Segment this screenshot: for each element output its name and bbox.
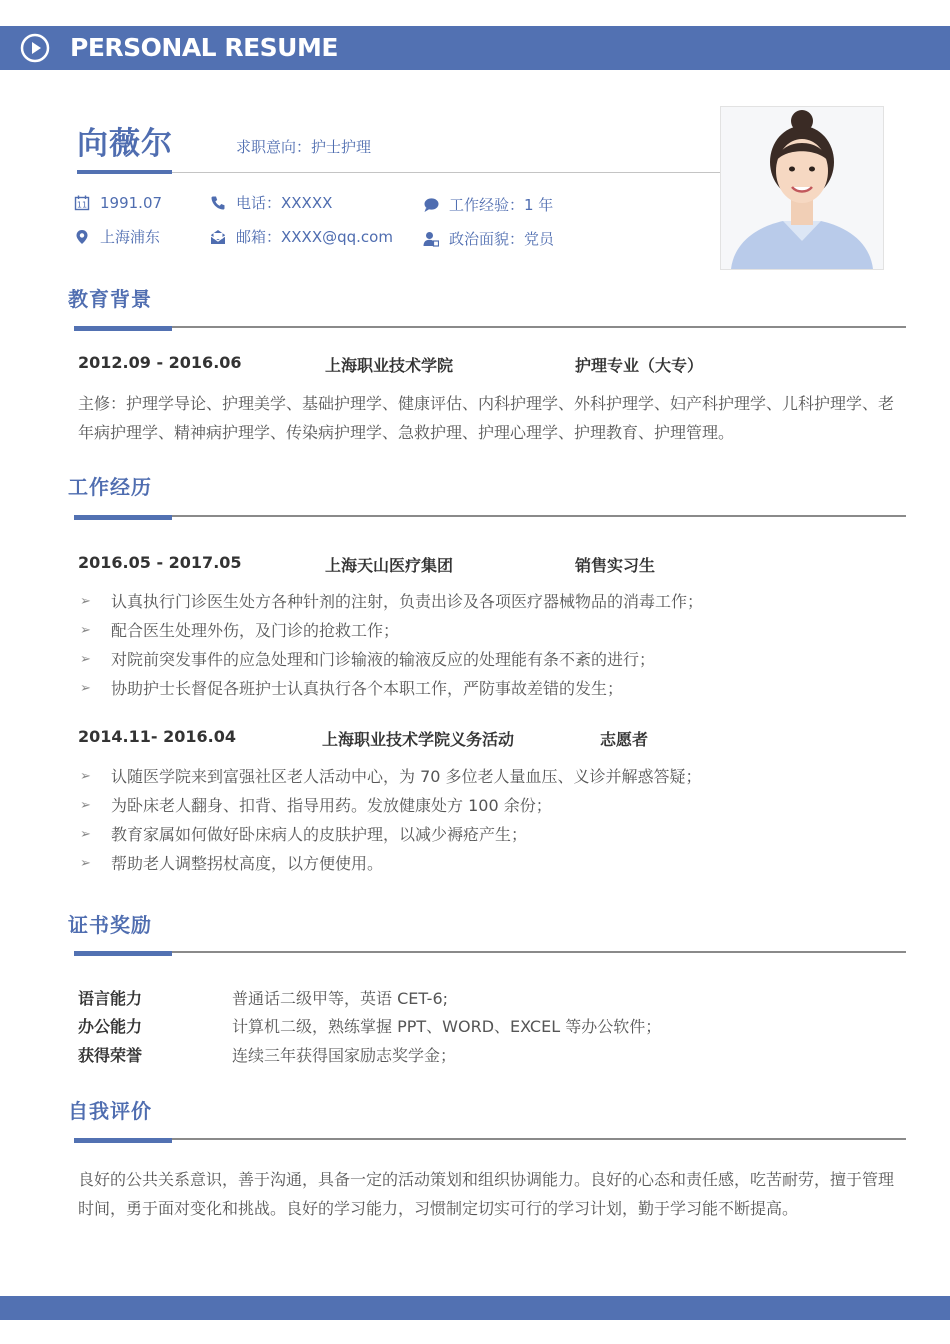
bullet-arrow-icon: ➢	[80, 623, 91, 638]
phone-icon	[210, 195, 226, 211]
job-period: 2014.11- 2016.04	[78, 727, 236, 746]
cert-label: 获得荣誉	[78, 1046, 143, 1065]
edu-courses: 主修：护理学导论、护理美学、基础护理学、健康评估、内科护理学、外科护理学、妇产科护理学、儿科护理学、老年病护理学、精神病护理学、传染病护理学、急救护理、护理心理学、护理教育、护理管理。	[78, 394, 895, 442]
job-org: 上海天山医疗集团	[325, 556, 454, 575]
name-underline	[77, 170, 172, 174]
cert-value: 普通话二级甲等，英语 CET-6;	[232, 989, 449, 1008]
cert-label: 语言能力	[78, 989, 143, 1008]
section-title-self: 自我评价	[68, 1099, 152, 1123]
bullet-arrow-icon: ➢	[80, 798, 91, 813]
job-org: 上海职业技术学院义务活动	[322, 730, 515, 749]
job-role: 销售实习生	[575, 556, 656, 575]
self-evaluation-text: 良好的公共关系意识，善于沟通，具备一定的活动策划和组织协调能力。良好的心态和责任感，吃苦耐劳，擅于管理时间，勇于面对变化和挑战。良好的学习能力，习惯制定切实可行的学习计划，勤于学习能不断提高。	[78, 1170, 895, 1218]
header-divider	[77, 172, 720, 173]
bullet-arrow-icon: ➢	[80, 827, 91, 842]
chat-bubble-icon	[423, 197, 439, 213]
resume-title: PERSONAL RESUME	[70, 33, 338, 62]
profile-photo	[720, 106, 884, 270]
job-role: 志愿者	[600, 730, 649, 749]
section-accent-work	[74, 515, 172, 520]
work-experience: 工作经验：1 年	[449, 196, 554, 214]
section-accent-education	[74, 326, 172, 331]
section-title-certs: 证书奖励	[68, 913, 152, 937]
section-rule-self	[74, 1138, 906, 1140]
job-intent: 求职意向：护士护理	[236, 138, 372, 156]
edu-period: 2012.09 - 2016.06	[78, 353, 242, 372]
section-accent-self	[74, 1138, 172, 1143]
phone: 电话：XXXXX	[236, 194, 333, 212]
email: 邮箱：XXXX@qq.com	[236, 228, 393, 246]
location: 上海浦东	[100, 228, 161, 246]
bullet-arrow-icon: ➢	[80, 681, 91, 696]
bullet-arrow-icon: ➢	[80, 652, 91, 667]
cert-value: 连续三年获得国家励志奖学金；	[232, 1046, 457, 1065]
political-status: 政治面貌：党员	[449, 230, 555, 248]
section-rule-education	[74, 326, 906, 328]
location-icon	[74, 229, 90, 245]
edu-school: 上海职业技术学院	[325, 356, 454, 375]
birth-date: 1991.07	[100, 194, 163, 212]
section-title-education: 教育背景	[68, 287, 152, 311]
section-title-work: 工作经历	[68, 475, 152, 499]
section-accent-certs	[74, 951, 172, 956]
bullet-arrow-icon: ➢	[80, 769, 91, 784]
person-name: 向薇尔	[77, 126, 173, 162]
email-icon	[210, 229, 226, 245]
calendar-icon	[74, 195, 90, 211]
top-banner	[0, 26, 950, 70]
cert-label: 办公能力	[78, 1017, 143, 1036]
section-rule-work	[74, 515, 906, 517]
cert-value: 计算机二级，熟练掌握 PPT、WORD、EXCEL 等办公软件；	[232, 1017, 662, 1036]
bullet-arrow-icon: ➢	[80, 594, 91, 609]
person-icon	[423, 231, 439, 247]
job-period: 2016.05 - 2017.05	[78, 553, 242, 572]
edu-major: 护理专业（大专）	[575, 356, 704, 375]
play-circle-icon	[20, 33, 50, 63]
bottom-banner	[0, 1296, 950, 1320]
bullet-arrow-icon: ➢	[80, 856, 91, 871]
svg-text:11: 11	[76, 200, 88, 210]
section-rule-certs	[74, 951, 906, 953]
